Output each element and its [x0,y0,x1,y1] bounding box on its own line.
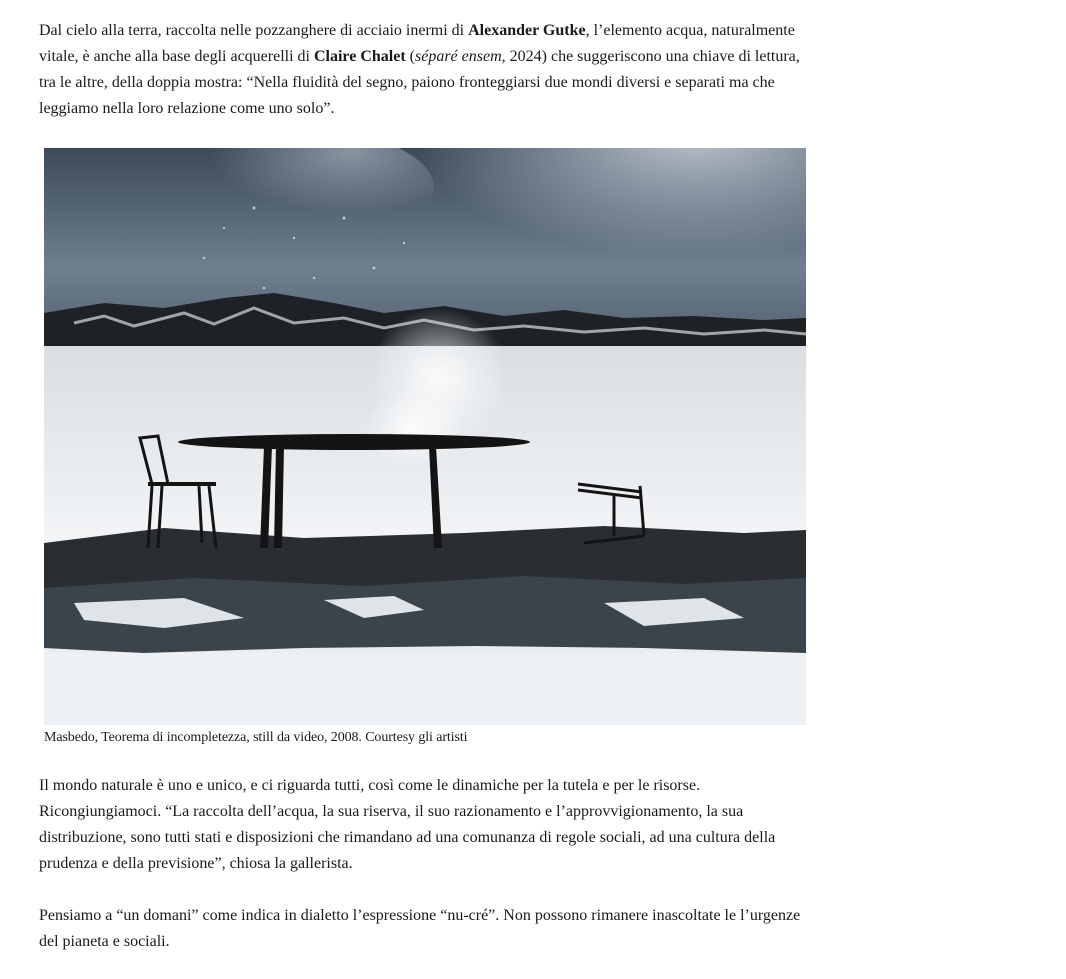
text-run: ( [405,48,415,65]
work-title: séparé ensem [415,48,502,65]
text-run: , l’elemento acqua, naturalmente vitale, è anche alla base degli acquerelli di [39,22,795,65]
paragraph-closing: Pensiamo a “un domani” come indica in dialetto l’espressione “nu-cré”. Non possono rimanere inascoltate le l’urgenze del pianeta e sociali. [39,907,801,950]
artist-name-chalet: Claire Chalet [313,48,406,65]
text-run: , 2024) che suggeriscono una chiave di lettura, tra le altre, della doppia mostra: “Nella fluidità del segno, paiono fronteggiarsi due mondi diversi e separati ma che leggiamo nella loro relazione come uno solo”. [39,48,800,117]
paragraph-body: Il mondo naturale è uno e unico, e ci riguarda tutti, così come le dinamiche per la tutela e per le risorse. Ricongiungiamoci. “La raccolta dell’acqua, la sua riserva, il suo razionamento e l’approvvigionamento, la sua distribuzione, sono tutti stati e disposizioni che rimandano ad una comunanza di regole sociali, ad una cultura della prudenza e della previsione”, chiosa la gallerista. [39,777,776,872]
text-run: Dal cielo alla terra, raccolta nelle pozzanghere di acciaio inermi di [39,22,469,39]
paragraph-intro [39,18,809,122]
figure [44,148,806,747]
figure-caption: Masbedo, Teorema di incompletezza, still da video, 2008. Courtesy gli artisti [44,730,468,745]
artwork-photo [44,148,806,725]
artist-name-gutke: Alexander Gutke [468,22,586,39]
